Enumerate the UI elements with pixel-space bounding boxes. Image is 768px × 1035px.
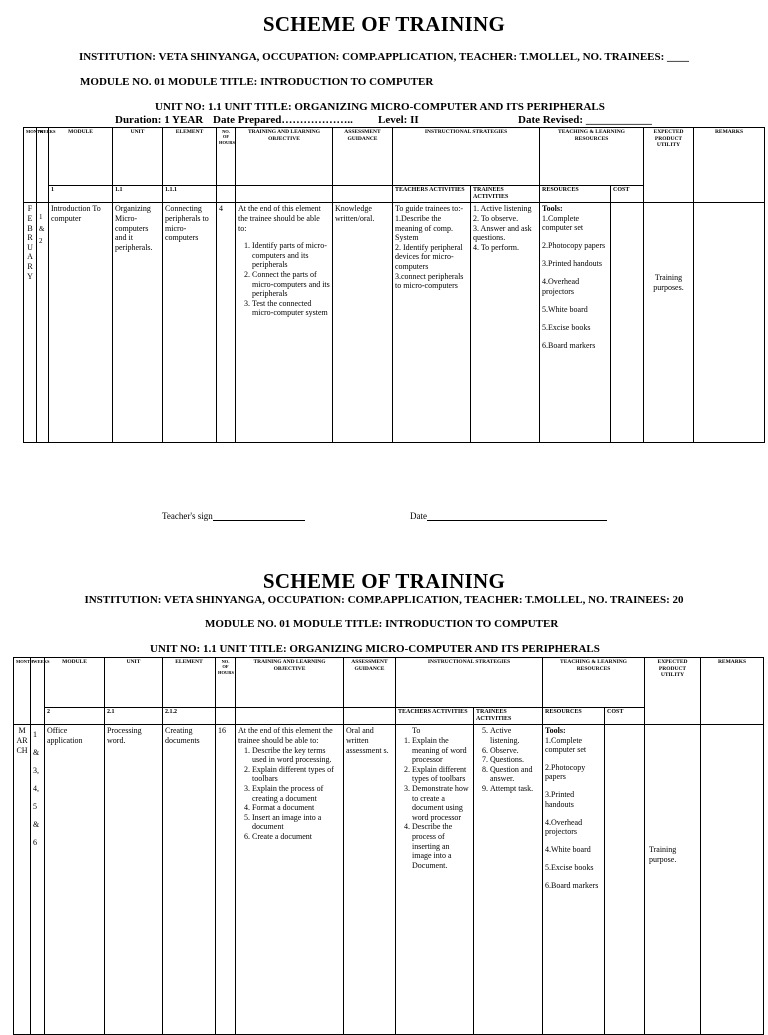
list-item: 1.Complete computer set xyxy=(542,213,584,232)
objective-code xyxy=(236,186,333,203)
hours-cell: 16 xyxy=(216,725,236,1035)
list-item: 6.Board markers xyxy=(542,341,596,351)
module-header: MODULE xyxy=(45,658,105,708)
weeks-header: WEEKS xyxy=(37,128,49,203)
objective-cell xyxy=(236,203,333,443)
strategies-header: INSTRUCTIONAL STRATEGIES xyxy=(393,128,540,186)
assessment-cell: Knowledge written/oral. xyxy=(333,203,393,443)
remarks-cell xyxy=(701,725,764,1035)
trainee-list xyxy=(476,726,540,793)
date-revised: Date Revised: ____________ xyxy=(518,114,652,126)
assessment-header: ASSESSMENT GUIDANCE xyxy=(344,658,396,708)
element-code: 2.1.2 xyxy=(163,708,216,725)
list-item: 4.Overhead projectors xyxy=(545,817,583,836)
hours-header: NO. OF HOURS xyxy=(217,128,236,186)
signature-date xyxy=(410,511,607,521)
unit-header: UNIT xyxy=(113,128,163,186)
weeks-header: WEEKS xyxy=(31,658,45,725)
date-line xyxy=(427,511,607,521)
tools-label: Tools: xyxy=(545,726,566,736)
month-cell: FEBRUARY xyxy=(24,203,37,443)
trainee-activities-cell xyxy=(474,725,543,1035)
list-item: 1.Describe the meaning of comp. System xyxy=(395,213,453,243)
table-row xyxy=(14,725,764,1035)
objective-header: TRAINING AND LEARNING OBJECTIVE xyxy=(236,128,333,186)
assessment-cell: Oral and written assessment s. xyxy=(344,725,396,1035)
list-item: 5.White board xyxy=(542,304,588,314)
trainee-activities-cell xyxy=(471,203,540,443)
cost-cell xyxy=(611,203,644,443)
element-cell: Creating documents xyxy=(163,725,216,1035)
list-item: 3.Printed handouts xyxy=(545,790,575,809)
element-header: ELEMENT xyxy=(163,658,216,708)
list-item: 3.connect peripherals to micro-computers xyxy=(395,271,464,291)
level: Level: II xyxy=(378,114,419,126)
objective-list xyxy=(238,746,341,842)
weeks-cell: 1 & 2 xyxy=(37,203,49,443)
list-item: 1. Describe the key terms used in word processing. xyxy=(252,746,341,765)
list-item: 4. To perform. xyxy=(473,242,519,252)
list-item: 5. Active listening. xyxy=(490,726,540,745)
teacher-intro: To guide trainees to:- xyxy=(395,204,464,214)
institution-line: INSTITUTION: VETA SHINYANGA, OCCUPATION: COMP.APPLICATION, TEACHER: T.MOLLEL, NO. TRAINEES: 20 xyxy=(84,594,684,606)
tools-label: Tools: xyxy=(542,204,563,214)
teacher-list xyxy=(398,736,471,870)
module-line: MODULE NO. 01 MODULE TITLE: INTRODUCTION TO COMPUTER xyxy=(205,618,559,630)
list-item: 2. Explain different types of toolbars xyxy=(252,765,341,784)
month-header: MONTH xyxy=(24,128,37,203)
strategies-header: INSTRUCTIONAL STRATEGIES xyxy=(396,658,543,708)
element-header: ELEMENT xyxy=(163,128,217,186)
unit-code: 1.1 xyxy=(113,186,163,203)
header-row xyxy=(14,658,764,708)
list-item: 7. Questions. xyxy=(490,755,540,765)
product-header: EXPECTED PRODUCT UTILITY xyxy=(644,128,694,203)
teacher-intro: To xyxy=(412,726,421,736)
trainee-activities-header: TRAINEES ACTIVITIES xyxy=(471,186,540,203)
list-item: 3. Answer and ask questions. xyxy=(473,223,532,243)
list-item: 4. Describe the process of inserting an image into a Document. xyxy=(412,822,471,870)
module-cell: Office application xyxy=(45,725,105,1035)
unit-line: UNIT NO: 1.1 UNIT TITLE: ORGANIZING MICRO-COMPUTER AND ITS PERIPHERALS xyxy=(150,643,600,655)
list-item: 1. Explain the meaning of word processor xyxy=(412,736,471,765)
scheme-table xyxy=(23,127,765,443)
unit-header: UNIT xyxy=(105,658,163,708)
list-item: 6.Board markers xyxy=(545,881,599,891)
list-item: 1.Complete computer set xyxy=(545,735,587,754)
resources-subheader: RESOURCES xyxy=(540,186,611,203)
product-cell: Training purposes. xyxy=(644,203,694,443)
month-cell: MARCH xyxy=(14,725,31,1035)
date-prepared: Date Prepared……………….. xyxy=(213,114,353,126)
unit-line: UNIT NO: 1.1 UNIT TITLE: ORGANIZING MICRO-COMPUTER AND ITS PERIPHERALS xyxy=(155,101,605,113)
objective-list xyxy=(238,241,330,318)
teacher-activities-header: TEACHERS ACTIVITIES xyxy=(393,186,471,203)
hours-code xyxy=(216,708,236,725)
list-item: 8. Question and answer. xyxy=(490,765,540,784)
resources-cell xyxy=(540,203,611,443)
element-code: 1.1.1 xyxy=(163,186,217,203)
list-item: 6. Observe. xyxy=(490,746,540,756)
scheme-title: SCHEME OF TRAINING xyxy=(262,569,506,593)
list-item: 6. Create a document xyxy=(252,832,341,842)
remarks-header: REMARKS xyxy=(694,128,765,203)
module-code: 1 xyxy=(49,186,113,203)
list-item: 3. Test the connected micro-computer system xyxy=(252,299,330,318)
teacher-sign-label: Teacher's sign xyxy=(162,511,213,521)
list-item: 2. Identify peripheral devices for micro-computers xyxy=(395,242,463,271)
weeks-cell: 1 & 3, 4, 5 & 6 xyxy=(31,725,45,1035)
objective-code xyxy=(236,708,344,725)
element-cell: Connecting peripherals to micro-computers xyxy=(163,203,217,443)
objective-cell xyxy=(236,725,344,1035)
teacher-activities-header: TEACHERS ACTIVITIES xyxy=(396,708,474,725)
objective-header: TRAINING AND LEARNING OBJECTIVE xyxy=(236,658,344,708)
resources-subheader: RESOURCES xyxy=(543,708,605,725)
assessment-code xyxy=(333,186,393,203)
resources-cell xyxy=(543,725,605,1035)
list-item: 5.Excise books xyxy=(542,322,591,332)
list-item: 5.Excise books xyxy=(545,863,594,873)
list-item: 1. Identify parts of micro-computers and its peripherals xyxy=(252,241,330,270)
unit-cell: Processing word. xyxy=(105,725,163,1035)
list-item: 5. Insert an image into a document xyxy=(252,813,341,832)
module-cell: Introduction To computer xyxy=(49,203,113,443)
header-row xyxy=(24,128,765,186)
list-item: 2. To observe. xyxy=(473,213,519,223)
remarks-header: REMARKS xyxy=(701,658,764,725)
hours-header: NO. OF HOURS xyxy=(216,658,236,708)
product-cell: Training purpose. xyxy=(645,725,701,1035)
teacher-activities-cell xyxy=(396,725,474,1035)
hours-code xyxy=(217,186,236,203)
cost-cell xyxy=(605,725,645,1035)
objective-intro: At the end of this element the trainee should be able to: xyxy=(238,726,333,745)
duration: Duration: 1 YEAR xyxy=(115,114,204,126)
table-row xyxy=(24,203,765,443)
resources-header: TEACHING & LEARNING RESOURCES xyxy=(543,658,645,708)
list-item: 2.Photocopy papers xyxy=(542,240,606,250)
scheme-table xyxy=(13,657,764,1035)
list-item: 1. Active listening xyxy=(473,204,532,214)
list-item: 3.Printed handouts xyxy=(542,259,602,269)
module-header: MODULE xyxy=(49,128,113,186)
list-item: 3. Demonstrate how to create a document using word processor xyxy=(412,784,471,822)
month-header: MONTH xyxy=(14,658,31,725)
unit-code: 2.1 xyxy=(105,708,163,725)
resources-header: TEACHING & LEARNING RESOURCES xyxy=(540,128,644,186)
remarks-cell xyxy=(694,203,765,443)
teacher-activities-cell xyxy=(393,203,471,443)
unit-cell: Organizing Micro-computers and it peripherals. xyxy=(113,203,163,443)
list-item: 2. Connect the parts of micro-computers and its peripherals xyxy=(252,270,330,299)
assessment-code xyxy=(344,708,396,725)
cost-header: COST xyxy=(611,186,644,203)
assessment-header: ASSESSMENT GUIDANCE xyxy=(333,128,393,186)
institution-line: INSTITUTION: VETA SHINYANGA, OCCUPATION: COMP.APPLICATION, TEACHER: T.MOLLEL, NO. TRAINEES: ____ xyxy=(78,51,690,63)
list-item: 4. Format a document xyxy=(252,803,341,813)
date-label: Date xyxy=(410,511,427,521)
scheme-title: SCHEME OF TRAINING xyxy=(262,12,506,36)
list-item: 3. Explain the process of creating a document xyxy=(252,784,341,803)
module-line: MODULE NO. 01 MODULE TITLE: INTRODUCTION TO COMPUTER xyxy=(80,76,434,88)
objective-intro: At the end of this element the trainee should be able to: xyxy=(238,204,321,233)
list-item: 4.Overhead projectors xyxy=(542,277,580,296)
module-code: 2 xyxy=(45,708,105,725)
trainee-activities-header: TRAINEES ACTIVITIES xyxy=(474,708,543,725)
list-item: 2.Photocopy papers xyxy=(545,762,586,782)
hours-cell: 4 xyxy=(217,203,236,443)
cost-header: COST xyxy=(605,708,645,725)
list-item: 2. Explain different types of toolbars xyxy=(412,765,471,784)
product-header: EXPECTED PRODUCT UTILITY xyxy=(645,658,701,725)
signature-line xyxy=(213,511,305,521)
teacher-signature xyxy=(162,511,305,521)
list-item: 9. Attempt task. xyxy=(490,784,540,794)
list-item: 4.White board xyxy=(545,845,591,855)
